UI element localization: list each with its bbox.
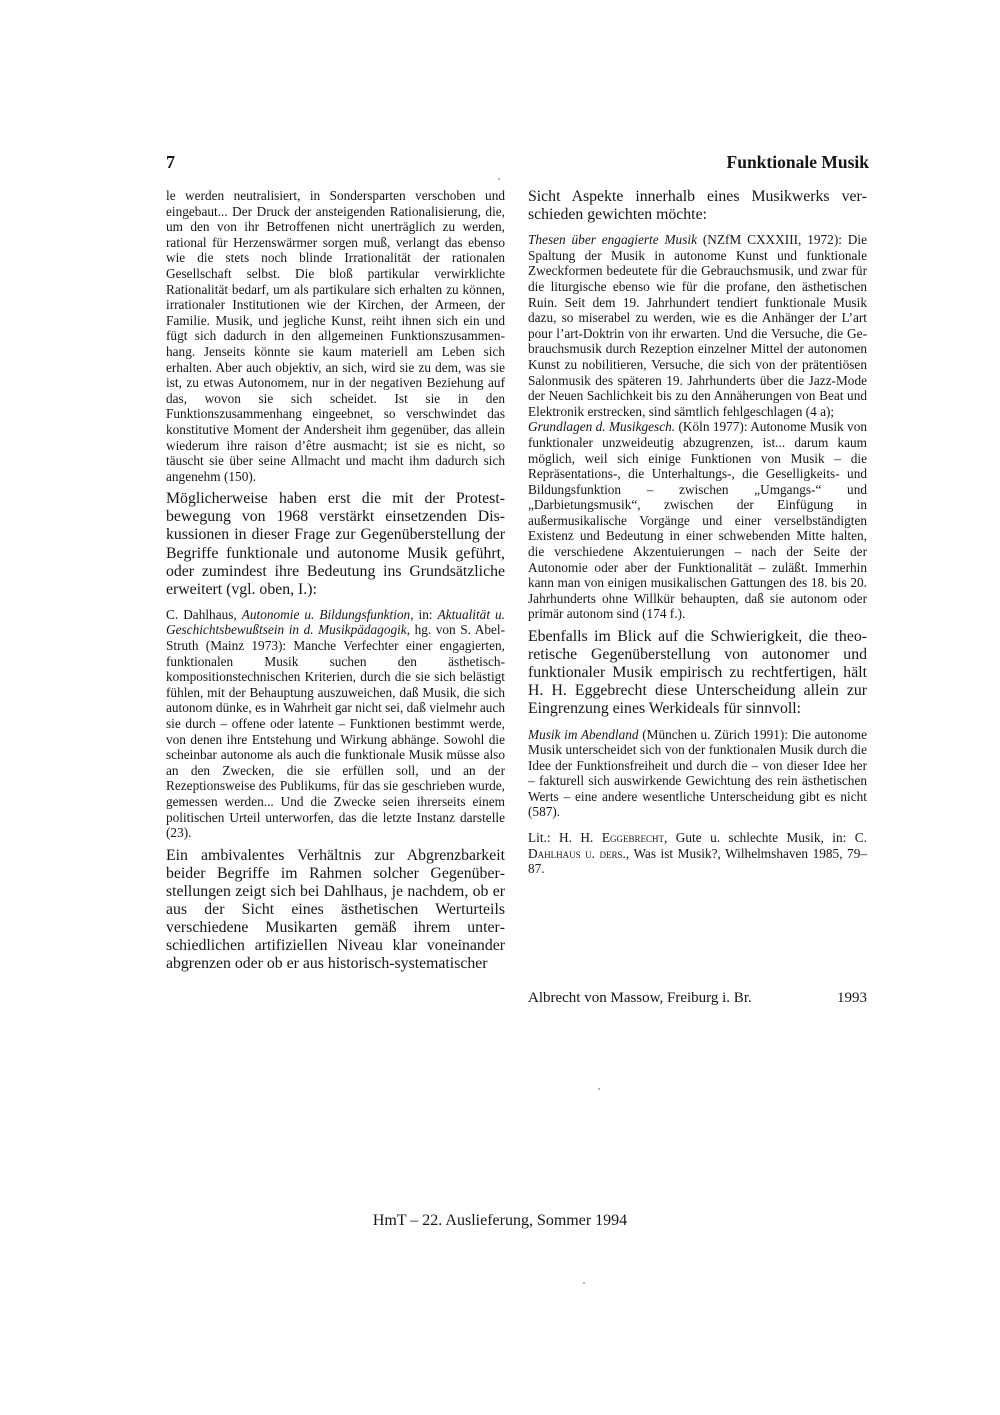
citation-connector: , in:: [410, 606, 438, 622]
citation-abendland: [528, 727, 867, 821]
body-paragraph: Ebenfalls im Blick auf die Schwierigkeit, die theoretische Gegenüberstellung von autonomer und funktionaler Musik empirisch zu rechtfertigen, hält H. H. Eggebrecht diese Unterscheidung allein zur Eingrenzung eines Werkideals für sinnvoll:: [528, 628, 867, 718]
lit-text: , Was ist Musik?, Wilhelmshaven 1985, 79–87.: [528, 845, 867, 877]
body-paragraph: Ein ambivalentes Verhältnis zur Abgrenzbarkeit beider Begriffe im Rahmen solcher Gegenüberstellungen zeigt sich bei Dahlhaus, je nachdem, ob er aus der Sicht eines ästhetischen Werturteils verschiedene Musikarten gemäß ihrem unterschiedlichen artifiziellen Niveau klar voneinander abgrenzen oder ob er aus historisch-systematischer: [166, 846, 505, 973]
literature-list: [528, 830, 867, 877]
scan-speck: [498, 178, 500, 180]
lit-author: Eggebrecht: [601, 830, 664, 846]
citation-title: Autonomie u. Bildungsfunktion: [241, 606, 411, 622]
citation-text: (München u. Zürich 1991): Die autonome Musik unterscheidet sich von der funktionalen Musik durch die Idee der Funktionsfreiheit und durch die – von dieser Idee her – fakturell sich auswirkende Gewichtung des rein ästhetischen Werts – eine andere wesentliche Unterscheidung gibt es nicht (587).: [528, 726, 868, 820]
block-quote-adorno: le werden neutralisiert, in Sondersparten verschoben und eingebaut... Der Druck der ansteigenden Rationalisierung, die, um den von ihr Betroffenen nicht unerträglich zu werden, rational für Herzenswärmer sorgen muß, verlangt das ebenso wie die stets noch blinde Irrationalität der rationalen Gesellschaft selbst. Die bloß partikular verwirklichte Rationalität bedarf, um als partikulare sich erhalten zu können, irrationaler Institutionen wie der Kirchen, der Armeen, der Familie. Musik, und jegliche Kunst, reiht ihnen sich ein und fügt sich dadurch in den allgemeinen Funktionszusammenhang. Jenseits könnte sie kaum materiell am Leben sich erhalten. Aber auch objektiv, an sich, wird sie zu dem, was sie ist, zu etwas Autonomem, nur in der negativen Beziehung auf das, wovon sie sich scheidet. Ist sie in den Funktionszusammenhang eingeebnet, so verschwindet das konstitutive Moment der Andersheit ihm gegenüber, das allein wiederum ihre raison d’être ausmacht; ist sie es nicht, so täuscht sie über seine Allmacht und macht ihm dadurch sich angenehm (150).: [166, 188, 505, 484]
citation-text: (Köln 1977): Autonome Musik von funktionaler unzweideutig abzugrenzen, ist... darum kaum möglich, weil sich einige Funktionen von Musik – die Repräsentations-, die Unterhaltungs-, die Geselligkeits- und Bildungsfunktion – zwischen „Umgangs-“ und „Darbietungsmusik“, zwischen der Einfügung in außermusikalische Vorgänge und einer verselbständigten Existenz und Bedeutung in einer schwebenden Mitte halten, die verschiedene Akzentuierungen – nach der Seite der Autonomie oder aber der Funktionalität – zuläßt. Immerhin kann man von einigen musikalischen Gattungen des 18. bis 20. Jahrhunderts ohne Willkür behaupten, daß sie autonom oder primär autonom sind (174 f.).: [528, 419, 867, 622]
running-head-title: Funktionale Musik: [726, 152, 869, 172]
body-paragraph: Sicht Aspekte innerhalb eines Musikwerks verschieden gewichten möchte:: [528, 188, 867, 224]
citation-author: C. Dahlhaus,: [166, 606, 242, 622]
citation-dahlhaus-autonomie: [166, 607, 505, 841]
lit-prefix: Lit.: H. H.: [528, 830, 602, 846]
scan-speck: [583, 1282, 585, 1284]
page-number: 7: [166, 152, 175, 172]
lit-text: , Gute u. schlechte Musik, in: C.: [663, 830, 867, 846]
citation-text: (NZfM CXXXIII, 1972): Die Spaltung der Musik in autonome Kunst und funktionale Zweckformen bedeutete für die Gebrauchsmusik, und zwar für die liturgische ebenso wie für die profane, den ästhetischen Ruin. Seit dem 19. Jahrhundert tendiert funktionale Musik dazu, so miserabel zu werden, wie es die Anhänger der L’art pour l’art-Doktrin von ihr erwarten. Und die Versuche, die Gebrauchsmusik durch Rezeption einzelner Mittel der autonomen Kunst zu nobilitieren, Versuche, die sich von der prätentiösen Salonmusik des späteren 19. Jahrhunderts über die Jazz-Mode der Neuen Sachlichkeit bis zu den Annäherungen von Beat und Elektronik erstrecken, sind sämtlich fehlgeschlagen (4 a);: [528, 232, 867, 419]
citation-text: , hg. von S. Abel-Struth (Mainz 1973): Manche Verfechter einer engagierten, funktionalen Musik suchen den ästhetisch-kompositionstechnischen Kriterien, durch die sie sich belästigt fühlen, mit der Behauptung auszuweichen, daß Musik, die sich autonom dünke, es in Wahrheit gar nicht sei, daß vielmehr auch sie durch – offene oder latente – Funktionen bestimmt werde, von denen ihre Entstehung und Wirkung abhänge. Sowohl die scheinbar autonome als auch die funktionale Musik müsse also an den Zwecken, die sie erfüllen soll, und an der Rezeptionsweise des Publikums, für das sie geschrieben wurde, gemessen werden... Und die Zwecke seien ihrerseits einem politischen Urteil unterworfen, das die letzte Instanz darstelle (23).: [166, 622, 505, 841]
page-footer: HmT – 22. Auslieferung, Sommer 1994: [372, 1212, 628, 1229]
right-column: [528, 188, 867, 883]
left-column: [166, 188, 505, 981]
citation-thesen: [528, 232, 867, 622]
scan-speck: [598, 1088, 600, 1090]
body-paragraph: Möglicherweise haben erst die mit der Protestbewegung von 1968 verstärkt einsetzenden Diskussionen in dieser Frage zur Gegenüberstellung der Begriffe funktionale und autonome Musik geführt, oder zumindest ihre Bedeutung ins Grundsätzliche erweitert (vgl. oben, I.):: [166, 490, 505, 598]
citation-title: Thesen über engagierte Musik: [528, 232, 697, 248]
citation-source: Aktualität u. Geschichtsbewußtsein in d. Musikpädagogik: [166, 606, 505, 638]
citation-title: Musik im Abendland: [528, 726, 639, 742]
citation-title: Grundlagen d. Musikgesch.: [528, 419, 676, 435]
author-name: Albrecht von Massow, Freiburg i. Br.: [528, 990, 752, 1006]
lit-author: Dahlhaus u. ders.: [528, 845, 626, 861]
signature-year: 1993: [837, 990, 867, 1006]
